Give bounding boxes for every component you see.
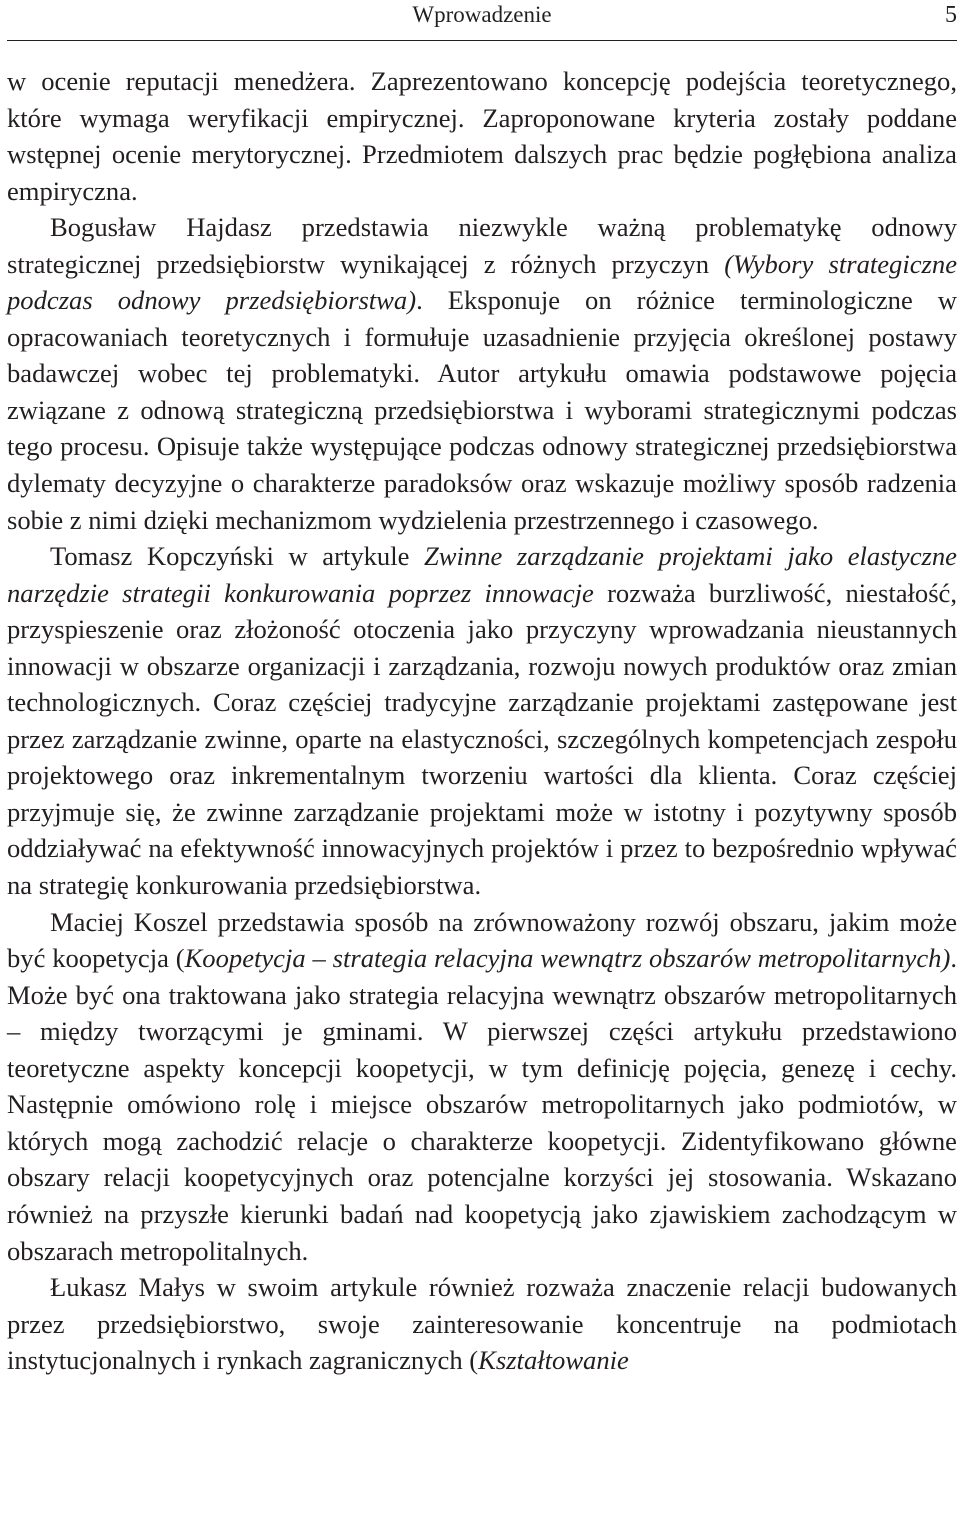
text-run: . Może być ona traktowana jako strategia relacyjna wewnątrz obszarów metropolitarnych – między tworzącymi je gminami. W pierwszej części artykułu przedstawiono teoretyczne aspekty koncepcji koopetycji, w tym definicję pojęcia, genezę i cechy. Następnie omówiono rolę i miejsce obszarów metropolitarnych jako podmiotów, w których mogą zachodzić relacje o charakterze koopetycji. Zidentyfikowano główne obszary relacji koopetycyjnych oraz potencjalne korzyści jej stosowania. Wskazano również na przyszłe kierunki badań nad koopetycją jako zjawiskiem zachodzącym w obszarach metropolitalnych. bbox=[7, 943, 957, 1266]
page-header bbox=[7, 0, 957, 41]
text-run: Maciej Koszel przedstawia sposób na zrównoważony rozwój obszaru, jakim może być koopetycja ( bbox=[7, 906, 957, 974]
text-run: rozważa burzliwość, niestałość, przyspieszenie oraz złożoność otoczenia jako przyczyny wprowadzania nieustannych innowacji w obszarze organizacji i zarządzania, rozwoju nowych produktów oraz zmian technologicznych. Coraz częściej tradycyjne zarządzanie projektami zastępowane jest przez zarządzanie zwinne, oparte na elastyczności, szczególnych kompetencjach zespołu projektowego oraz inkrementalnym tworzeniu wartości dla klienta. Coraz częściej przyjmuje się, że zwinne zarządzanie projektami może w istotny i pozytywny sposób oddziaływać na efektywność innowacyjnych projektów i przez to bezpośrednio wpływać na strategię konkurowania przedsiębiorstwa. bbox=[7, 577, 958, 901]
paragraph-malys bbox=[7, 1269, 957, 1379]
page-number: 5 bbox=[945, 2, 957, 28]
text-run: Łukasz Małys w swoim artykule również rozważa znaczenie relacji budowanych przez przedsiębiorstwo, swoje zainteresowanie koncentruje na podmiotach instytucjonalnych i rynkach zagranicznych ( bbox=[7, 1272, 957, 1376]
body-text bbox=[7, 63, 957, 1379]
book-page bbox=[7, 0, 957, 1379]
article-title: Kształtowanie bbox=[478, 1345, 629, 1376]
text-run: Tomasz Kopczyński w artykule bbox=[50, 541, 424, 572]
running-title: Wprowadzenie bbox=[412, 2, 552, 27]
paragraph-kopczynski bbox=[7, 538, 957, 903]
article-title: Zwinne zarządzanie projektami jako elastyczne narzędzie strategii konkurowania poprzez innowacje bbox=[7, 541, 957, 608]
text-run: Bogusław Hajdasz przedstawia niezwykle ważną problematykę odnowy strategicznej przedsiębiorstw wynikającej z różnych przyczyn bbox=[7, 212, 957, 279]
paragraph-intro-continued bbox=[7, 63, 957, 209]
article-title: Koopetycja – strategia relacyjna wewnątrz obszarów metropolitarnych) bbox=[184, 943, 951, 974]
article-title: (Wybory strategiczne podczas odnowy przedsiębiorstwa) bbox=[7, 248, 957, 316]
paragraph-koszel bbox=[7, 904, 957, 1269]
paragraph-hajdasz bbox=[7, 209, 957, 538]
text-run: w ocenie reputacji menedżera. Zaprezentowano koncepcję podejścia teoretycznego, które wymaga weryfikacji empirycznej. Zaproponowane kryteria zostały poddane wstępnej ocenie merytorycznej. Przedmiotem dalszych prac będzie pogłębiona analiza empiryczna. bbox=[7, 66, 957, 206]
text-run: . Eksponuje on różnice terminologiczne w opracowaniach teoretycznych i formułuje uzasadnienie przyjęcia określonej postawy badawczej wobec tej problematyki. Autor artykułu omawia podstawowe pojęcia związane z odnową strategiczną przedsiębiorstwa i wyborami strategicznymi podczas tego procesu. Opisuje także występujące podczas odnowy strategicznej przedsiębiorstwa dylematy decyzyjne o charakterze paradoksów oraz wskazuje możliwy sposób radzenia sobie z nimi dzięki mechanizmom wydzielenia przestrzennego i czasowego. bbox=[7, 285, 957, 535]
